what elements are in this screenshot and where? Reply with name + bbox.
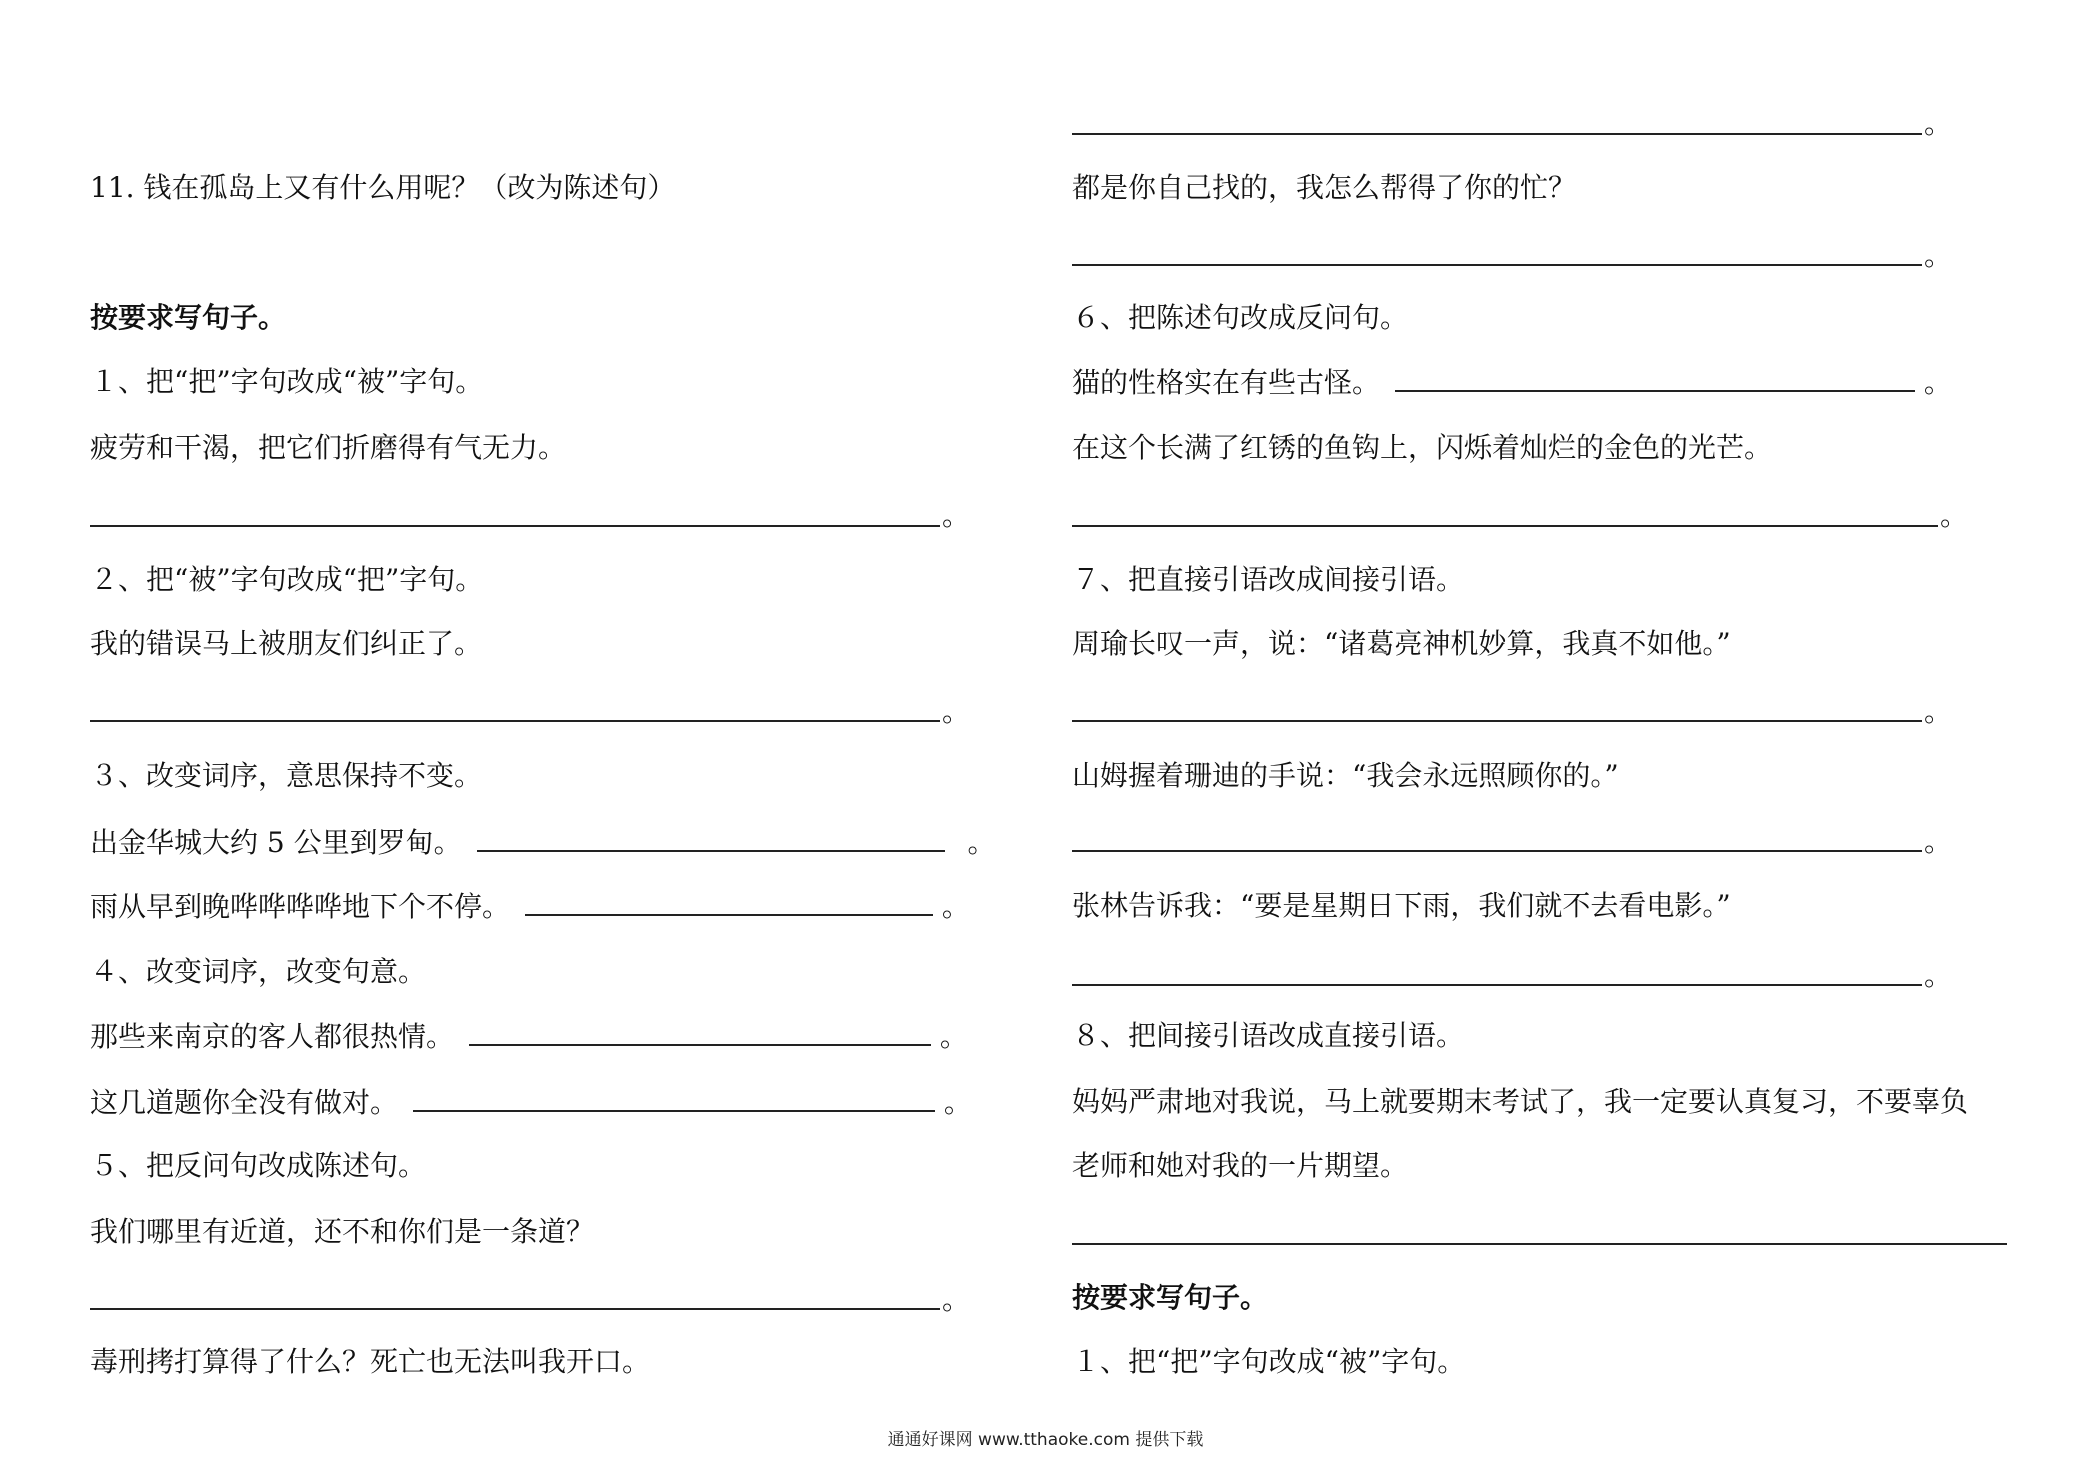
answer-blank[interactable] (1395, 364, 1915, 392)
period: 。 (1924, 959, 1953, 992)
period: 。 (1924, 825, 1953, 858)
item-3-title: ３、改变词序，意思保持不变。 (90, 759, 483, 792)
period: 。 (1940, 499, 1969, 532)
item-1-title-repeat: １、把“把”字句改成“被”字句。 (1072, 1345, 1466, 1378)
item-5-sentence-3: 都是你自己找的，我怎么帮得了你的忙？ (1072, 171, 1577, 204)
answer-blank[interactable] (1072, 1243, 2007, 1245)
sentence-text: 那些来南京的客人都很热情。 (90, 1020, 455, 1053)
period: 。 (967, 826, 996, 859)
footer-credit: 通通好课网 www.tthaoke.com 提供下载 (887, 1430, 1204, 1450)
answer-blank[interactable] (90, 1308, 940, 1310)
answer-blank[interactable] (525, 888, 933, 916)
answer-blank[interactable] (1072, 264, 1922, 266)
answer-blank[interactable] (1072, 984, 1922, 986)
period: 。 (1924, 695, 1953, 728)
period: 。 (939, 1020, 968, 1053)
sentence-text: 这几道题你全没有做对。 (90, 1086, 399, 1119)
period: 。 (1923, 366, 1952, 399)
item-7-sentence-2: 山姆握着珊迪的手说：“我会永远照顾你的。” (1072, 759, 1619, 792)
item-6-title: ６、把陈述句改成反问句。 (1072, 301, 1409, 334)
answer-blank[interactable] (90, 720, 940, 722)
answer-blank[interactable] (1072, 133, 1922, 135)
period: 。 (941, 890, 970, 923)
sentence-text: 雨从早到晚哗哗哗哗地下个不停。 (90, 890, 511, 923)
item-6-sentence-1 (1072, 364, 1952, 401)
item-8-sentence-line-1: 妈妈严肃地对我说，马上就要期末考试了，我一定要认真复习，不要辜负 (1072, 1085, 1969, 1118)
item-5-sentence-1: 我们哪里有近道，还不和你们是一条道？ (90, 1215, 595, 1248)
item-6-sentence-2: 在这个长满了红锈的鱼钩上，闪烁着灿烂的金色的光芒。 (1072, 431, 1773, 464)
period: 。 (942, 695, 971, 728)
answer-blank[interactable] (413, 1084, 935, 1112)
item-7-sentence-1: 周瑜长叹一声，说：“诸葛亮神机妙算，我真不如他。” (1072, 627, 1731, 660)
item-4-title: ４、改变词序，改变句意。 (90, 955, 427, 988)
item-3-sentence-2 (90, 888, 970, 925)
period: 。 (943, 1086, 972, 1119)
item-4-sentence-2 (90, 1084, 972, 1121)
item-3-sentence-1 (90, 824, 995, 861)
item-7-title: ７、把直接引语改成间接引语。 (1072, 563, 1465, 596)
answer-blank[interactable] (469, 1018, 931, 1046)
item-5-sentence-2: 毒刑拷打算得了什么？死亡也无法叫我开口。 (90, 1345, 651, 1378)
answer-blank[interactable] (90, 525, 940, 527)
answer-blank[interactable] (1072, 850, 1922, 852)
item-2-sentence: 我的错误马上被朋友们纠正了。 (90, 627, 483, 660)
period: 。 (942, 1283, 971, 1316)
period: 。 (1924, 107, 1953, 140)
item-2-title: ２、把“被”字句改成“把”字句。 (90, 563, 484, 596)
item-1-sentence: 疲劳和干渴，把它们折磨得有气无力。 (90, 431, 567, 464)
item-8-sentence-line-2: 老师和她对我的一片期望。 (1072, 1149, 1409, 1182)
period: 。 (942, 499, 971, 532)
answer-blank[interactable] (1072, 720, 1922, 722)
answer-blank[interactable] (477, 824, 945, 852)
answer-blank[interactable] (1072, 525, 1938, 527)
item-4-sentence-1 (90, 1018, 968, 1055)
question-11: 11. 钱在孤岛上又有什么用呢？（改为陈述句） (90, 171, 676, 204)
item-7-sentence-3: 张林告诉我：“要是星期日下雨，我们就不去看电影。” (1072, 889, 1731, 922)
sentence-text: 出金华城大约 5 公里到罗甸。 (90, 826, 462, 859)
item-5-title: ５、把反问句改成陈述句。 (90, 1149, 427, 1182)
item-1-title: １、把“把”字句改成“被”字句。 (90, 365, 484, 398)
item-8-title: ８、把间接引语改成直接引语。 (1072, 1019, 1465, 1052)
sentence-text: 猫的性格实在有些古怪。 (1072, 366, 1381, 399)
section-title-right: 按要求写句子。 (1072, 1281, 1269, 1314)
period: 。 (1924, 239, 1953, 272)
section-title-left: 按要求写句子。 (90, 301, 287, 334)
